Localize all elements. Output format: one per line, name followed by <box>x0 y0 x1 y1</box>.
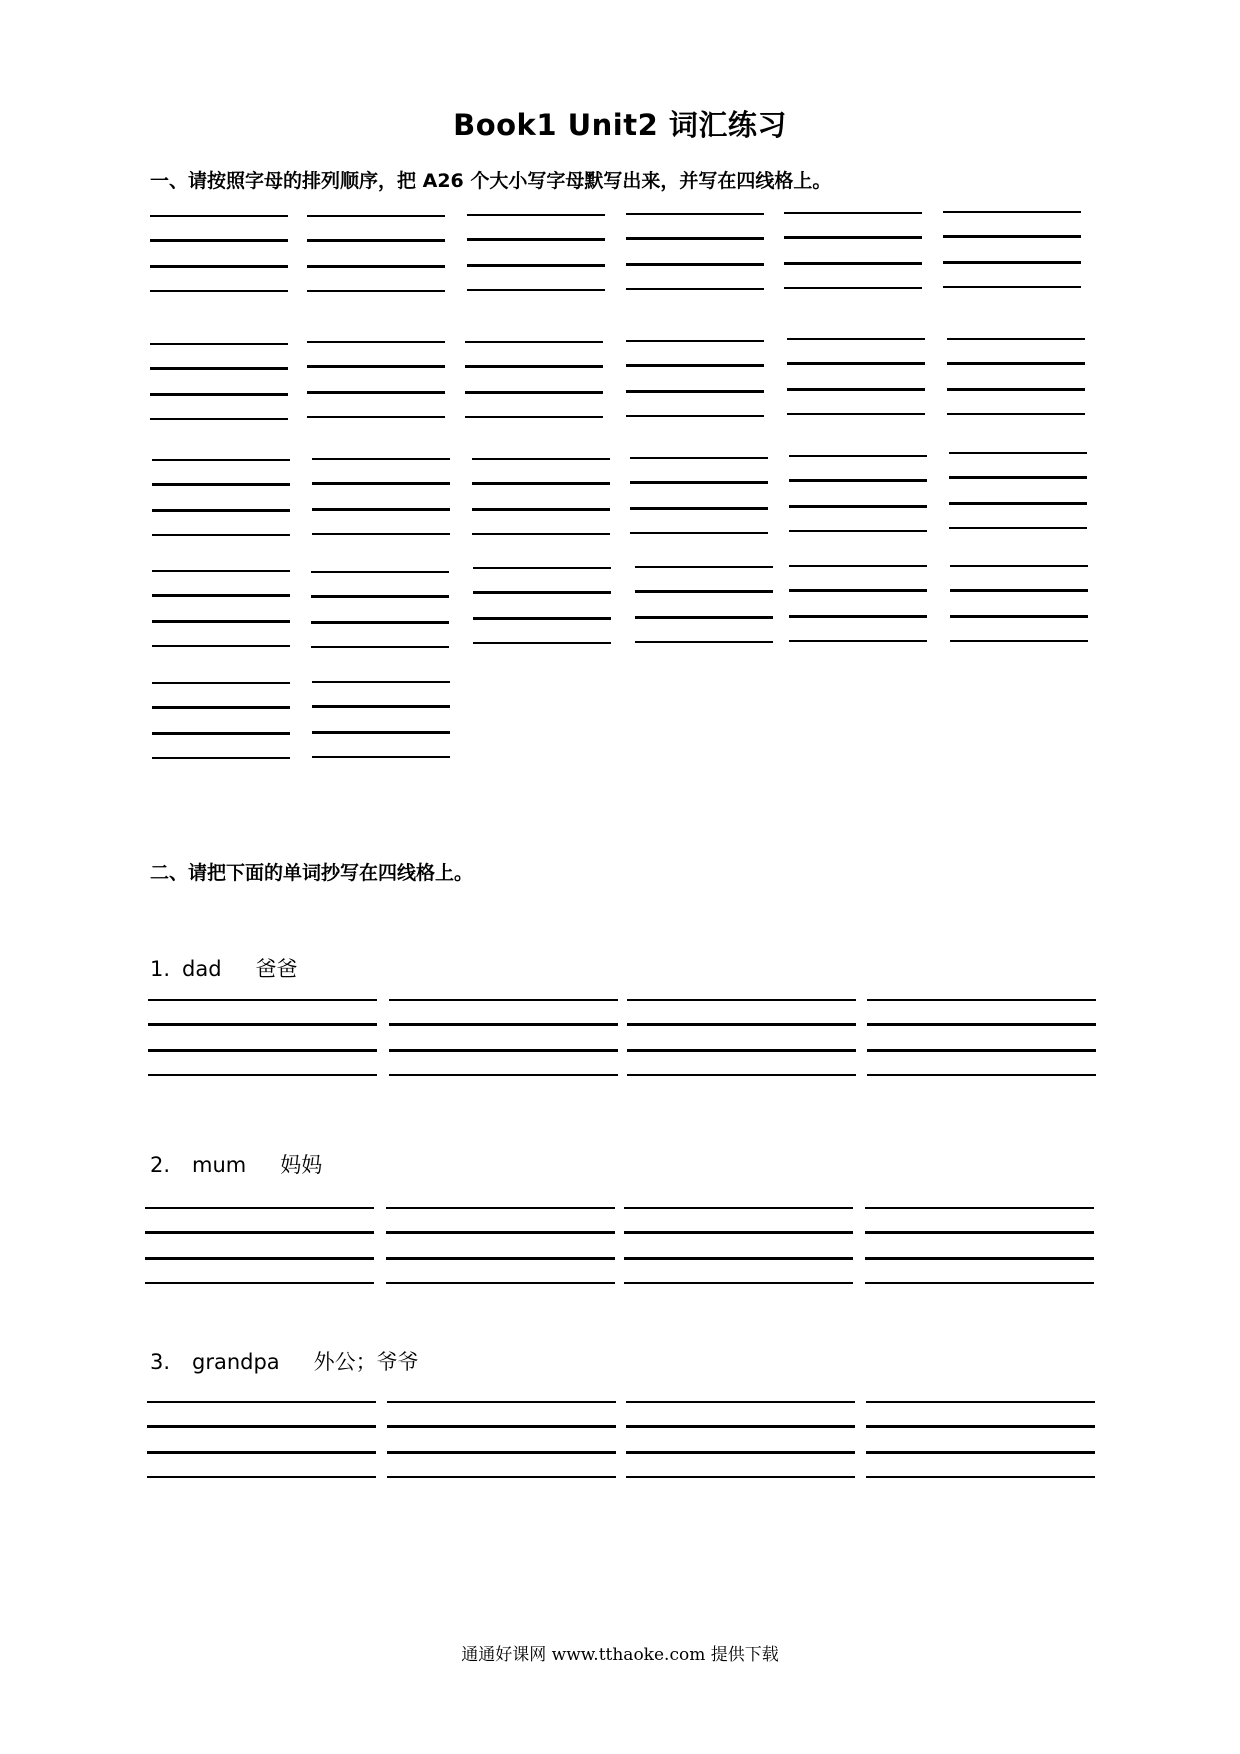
word-item-3 <box>150 1346 419 1376</box>
word-item-2 <box>150 1149 322 1179</box>
alphabet-grid[interactable] <box>472 458 610 536</box>
word-number: 2. <box>150 1153 171 1177</box>
copy-grid[interactable] <box>626 1401 855 1479</box>
alphabet-grid[interactable] <box>784 212 922 290</box>
copy-grid[interactable] <box>627 999 856 1077</box>
word-number: 3. <box>150 1350 171 1374</box>
alphabet-grid[interactable] <box>787 338 925 416</box>
word-item-1 <box>150 953 298 983</box>
alphabet-grid[interactable] <box>152 459 290 537</box>
alphabet-grid[interactable] <box>467 214 605 292</box>
word-chinese: 外公；爷爷 <box>313 1350 419 1374</box>
section-2-heading: 二、请把下面的单词抄写在四线格上。 <box>150 862 474 884</box>
word-chinese: 妈妈 <box>280 1153 323 1177</box>
copy-grid[interactable] <box>624 1207 853 1285</box>
page-footer: 通通好课网 www.tthaoke.com 提供下载 <box>461 1645 779 1665</box>
alphabet-grid[interactable] <box>312 458 450 536</box>
copy-grid[interactable] <box>145 1207 374 1285</box>
alphabet-grid[interactable] <box>626 340 764 418</box>
copy-grid[interactable] <box>866 1401 1095 1479</box>
page-title: Book1 Unit2 词汇练习 <box>453 108 787 142</box>
copy-grid[interactable] <box>389 999 618 1077</box>
alphabet-grid[interactable] <box>635 566 773 644</box>
alphabet-grid[interactable] <box>311 571 449 649</box>
alphabet-grid[interactable] <box>626 213 764 291</box>
alphabet-grid[interactable] <box>473 567 611 645</box>
alphabet-grid[interactable] <box>943 211 1081 289</box>
copy-grid[interactable] <box>865 1207 1094 1285</box>
alphabet-grid[interactable] <box>630 457 768 535</box>
word-english: grandpa <box>192 1350 280 1374</box>
alphabet-grid[interactable] <box>465 341 603 419</box>
copy-grid[interactable] <box>386 1207 615 1285</box>
word-english: dad <box>182 957 222 981</box>
alphabet-grid[interactable] <box>152 682 290 760</box>
alphabet-grid[interactable] <box>307 341 445 419</box>
copy-grid[interactable] <box>147 1401 376 1479</box>
alphabet-grid[interactable] <box>312 681 450 759</box>
copy-grid[interactable] <box>387 1401 616 1479</box>
alphabet-grid[interactable] <box>950 565 1088 643</box>
alphabet-grid[interactable] <box>949 452 1087 530</box>
alphabet-grid[interactable] <box>307 215 445 293</box>
word-chinese: 爸爸 <box>255 957 298 981</box>
alphabet-grid[interactable] <box>947 338 1085 416</box>
alphabet-grid[interactable] <box>789 455 927 533</box>
word-english: mum <box>192 1153 247 1177</box>
section-1-heading: 一、请按照字母的排列顺序，把 A26 个大小写字母默写出来，并写在四线格上。 <box>150 170 832 192</box>
alphabet-grid[interactable] <box>150 343 288 421</box>
alphabet-grid[interactable] <box>152 570 290 648</box>
alphabet-grid[interactable] <box>789 565 927 643</box>
word-number: 1. <box>150 957 171 981</box>
copy-grid[interactable] <box>148 999 377 1077</box>
copy-grid[interactable] <box>867 999 1096 1077</box>
alphabet-grid[interactable] <box>150 215 288 293</box>
